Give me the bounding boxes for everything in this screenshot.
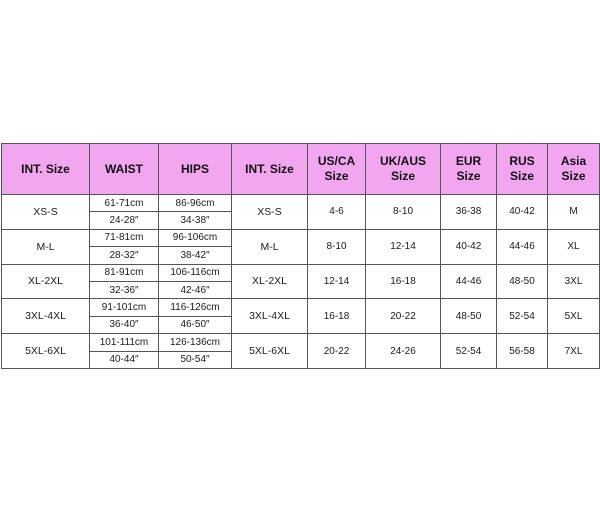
header-int-size-2: INT. Size	[232, 144, 308, 195]
header-eur-line1: EUR	[455, 154, 482, 168]
eur-size-cell: 36-38	[441, 195, 497, 230]
eur-size-cell: 40-42	[441, 229, 497, 264]
header-rus-line2: Size	[509, 169, 534, 183]
rus-size-cell: 40-42	[497, 195, 548, 230]
waist-cm-cell: 101-111cm	[90, 334, 159, 351]
rus-size-cell: 44-46	[497, 229, 548, 264]
header-hips: HIPS	[159, 144, 232, 195]
uk-aus-size-cell: 16-18	[366, 264, 441, 299]
hips-in-cell: 42-46″	[159, 281, 232, 298]
eur-size-cell: 48-50	[441, 299, 497, 334]
int-size-cell-2: M-L	[232, 229, 308, 264]
header-rus-size	[497, 144, 548, 195]
int-size-cell-2: 3XL-4XL	[232, 299, 308, 334]
hips-cm-cell: 116-126cm	[159, 299, 232, 316]
header-us-ca-size	[308, 144, 366, 195]
int-size-cell-2: XL-2XL	[232, 264, 308, 299]
size-chart-table	[1, 143, 600, 369]
hips-in-cell: 34-38″	[159, 212, 232, 229]
header-asia-size	[548, 144, 600, 195]
waist-cm-cell: 71-81cm	[90, 229, 159, 246]
us-ca-size-cell: 4-6	[308, 195, 366, 230]
uk-aus-size-cell: 12-14	[366, 229, 441, 264]
header-asia-line2: Size	[561, 169, 586, 183]
int-size-cell-2: XS-S	[232, 195, 308, 230]
uk-aus-size-cell: 20-22	[366, 299, 441, 334]
int-size-cell: XL-2XL	[2, 264, 90, 299]
uk-aus-size-cell: 8-10	[366, 195, 441, 230]
int-size-cell: 5XL-6XL	[2, 334, 90, 369]
header-eur-line2: Size	[456, 169, 481, 183]
waist-cm-cell: 61-71cm	[90, 195, 159, 212]
asia-size-cell: XL	[548, 229, 600, 264]
us-ca-size-cell: 8-10	[308, 229, 366, 264]
size-row-xl-2xl	[2, 264, 600, 281]
hips-cm-cell: 86-96cm	[159, 195, 232, 212]
us-ca-size-cell: 20-22	[308, 334, 366, 369]
rus-size-cell: 52-54	[497, 299, 548, 334]
eur-size-cell: 44-46	[441, 264, 497, 299]
rus-size-cell: 48-50	[497, 264, 548, 299]
asia-size-cell: 5XL	[548, 299, 600, 334]
asia-size-cell: 3XL	[548, 264, 600, 299]
header-int-size: INT. Size	[2, 144, 90, 195]
waist-in-cell: 40-44″	[90, 351, 159, 368]
header-uk-aus-line1: UK/AUS	[379, 154, 426, 168]
hips-in-cell: 38-42″	[159, 247, 232, 264]
hips-in-cell: 46-50″	[159, 316, 232, 333]
header-rus-line1: RUS	[509, 154, 535, 168]
hips-cm-cell: 106-116cm	[159, 264, 232, 281]
int-size-cell-2: 5XL-6XL	[232, 334, 308, 369]
hips-in-cell: 50-54″	[159, 351, 232, 368]
waist-in-cell: 32-36″	[90, 281, 159, 298]
eur-size-cell: 52-54	[441, 334, 497, 369]
size-row-5xl-6xl	[2, 334, 600, 351]
waist-in-cell: 24-28″	[90, 212, 159, 229]
asia-size-cell: M	[548, 195, 600, 230]
header-asia-line1: Asia	[560, 154, 587, 168]
header-waist: WAIST	[90, 144, 159, 195]
int-size-cell: 3XL-4XL	[2, 299, 90, 334]
size-row-m-l	[2, 229, 600, 246]
int-size-cell: XS-S	[2, 195, 90, 230]
hips-cm-cell: 126-136cm	[159, 334, 232, 351]
header-uk-aus-size	[366, 144, 441, 195]
header-eur-size	[441, 144, 497, 195]
waist-cm-cell: 81-91cm	[90, 264, 159, 281]
waist-in-cell: 28-32″	[90, 247, 159, 264]
uk-aus-size-cell: 24-26	[366, 334, 441, 369]
rus-size-cell: 56-58	[497, 334, 548, 369]
header-us-ca-line1: US/CA	[317, 154, 356, 168]
waist-in-cell: 36-40″	[90, 316, 159, 333]
asia-size-cell: 7XL	[548, 334, 600, 369]
hips-cm-cell: 96-106cm	[159, 229, 232, 246]
us-ca-size-cell: 16-18	[308, 299, 366, 334]
waist-cm-cell: 91-101cm	[90, 299, 159, 316]
header-row	[2, 144, 600, 195]
header-us-ca-line2: Size	[324, 169, 349, 183]
int-size-cell: M-L	[2, 229, 90, 264]
size-row-xs-s	[2, 195, 600, 212]
header-uk-aus-line2: Size	[390, 169, 415, 183]
size-row-3xl-4xl	[2, 299, 600, 316]
us-ca-size-cell: 12-14	[308, 264, 366, 299]
